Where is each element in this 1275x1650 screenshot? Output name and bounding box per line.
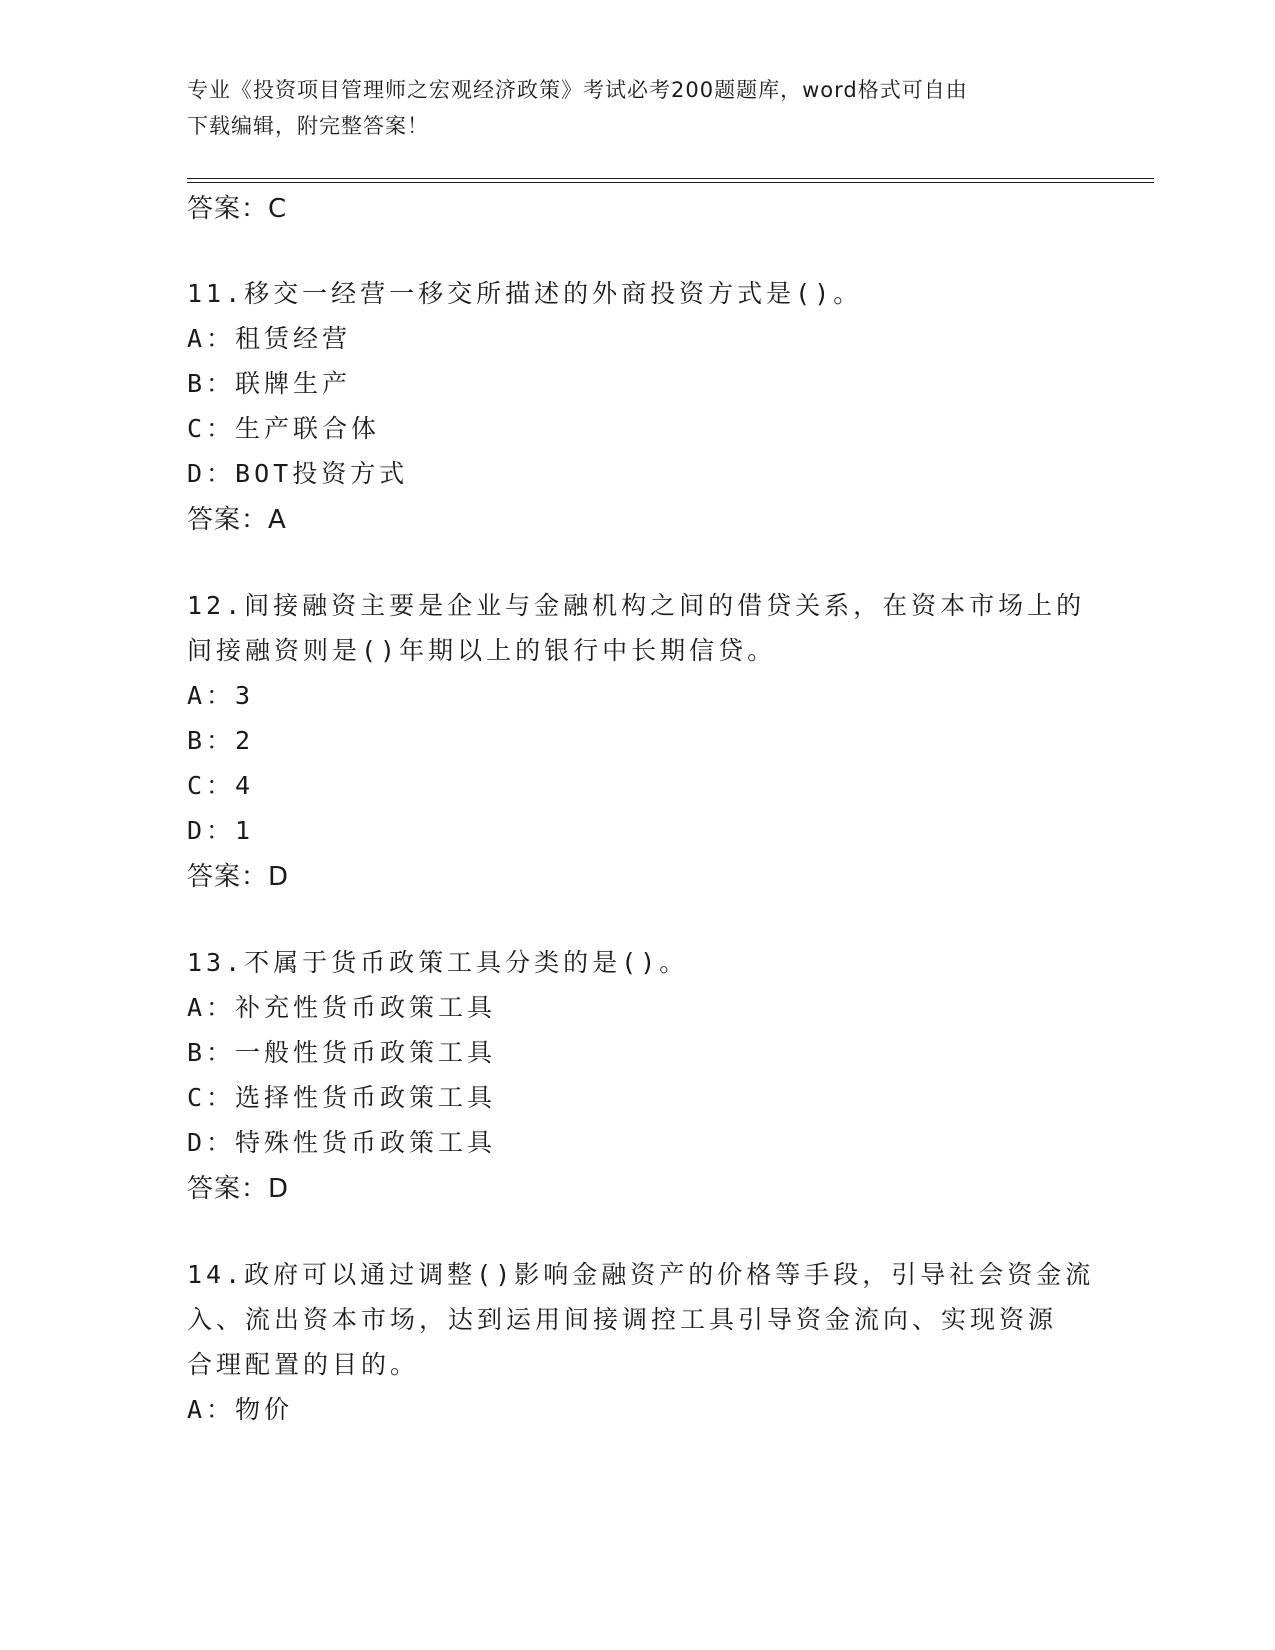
question-14-stem-line-1: 14.政府可以通过调整()影响金融资产的价格等手段，引导社会资金流 (187, 1260, 1095, 1289)
header-divider-top (187, 178, 1154, 179)
question-13-stem: 13.不属于货币政策工具分类的是()。 (187, 948, 689, 977)
header-line-2: 下载编辑，附完整答案！ (187, 114, 429, 138)
header-line-1: 专业《投资项目管理师之宏观经济政策》考试必考200题题库，word格式可自由 (187, 78, 968, 102)
question-13-option-c: C：选择性货币政策工具 (187, 1083, 497, 1112)
question-11-option-b: B：联牌生产 (187, 369, 352, 398)
question-14-option-a: A：物价 (187, 1395, 294, 1424)
question-12-stem-line-2: 间接融资则是()年期以上的银行中长期信贷。 (187, 636, 777, 665)
question-12-option-b: B：2 (187, 726, 255, 755)
question-13-answer: 答案：D (187, 1174, 290, 1204)
question-12-option-d: D：1 (187, 816, 255, 845)
question-12-option-c: C：4 (187, 771, 255, 800)
question-11-option-c: C：生产联合体 (187, 414, 381, 443)
question-13-option-d: D：特殊性货币政策工具 (187, 1128, 497, 1157)
question-11-option-d: D：BOT投资方式 (187, 459, 409, 488)
question-11-answer: 答案：A (187, 505, 287, 535)
question-13-option-b: B：一般性货币政策工具 (187, 1038, 497, 1067)
question-12-answer: 答案：D (187, 862, 290, 892)
question-12-option-a: A：3 (187, 681, 255, 710)
previous-answer: 答案：C (187, 194, 288, 224)
question-12-stem-line-1: 12.间接融资主要是企业与金融机构之间的借贷关系，在资本市场上的 (187, 591, 1086, 620)
question-14-stem-line-3: 合理配置的目的。 (187, 1350, 420, 1379)
question-14-stem-line-2: 入、流出资本市场，达到运用间接调控工具引导资金流向、实现资源 (187, 1305, 1058, 1334)
question-13-option-a: A：补充性货币政策工具 (187, 993, 497, 1022)
header-divider-bottom (187, 182, 1154, 183)
question-11-option-a: A：租赁经营 (187, 324, 352, 353)
question-11-stem: 11.移交一经营一移交所描述的外商投资方式是()。 (187, 279, 863, 308)
document-header (187, 72, 1067, 144)
